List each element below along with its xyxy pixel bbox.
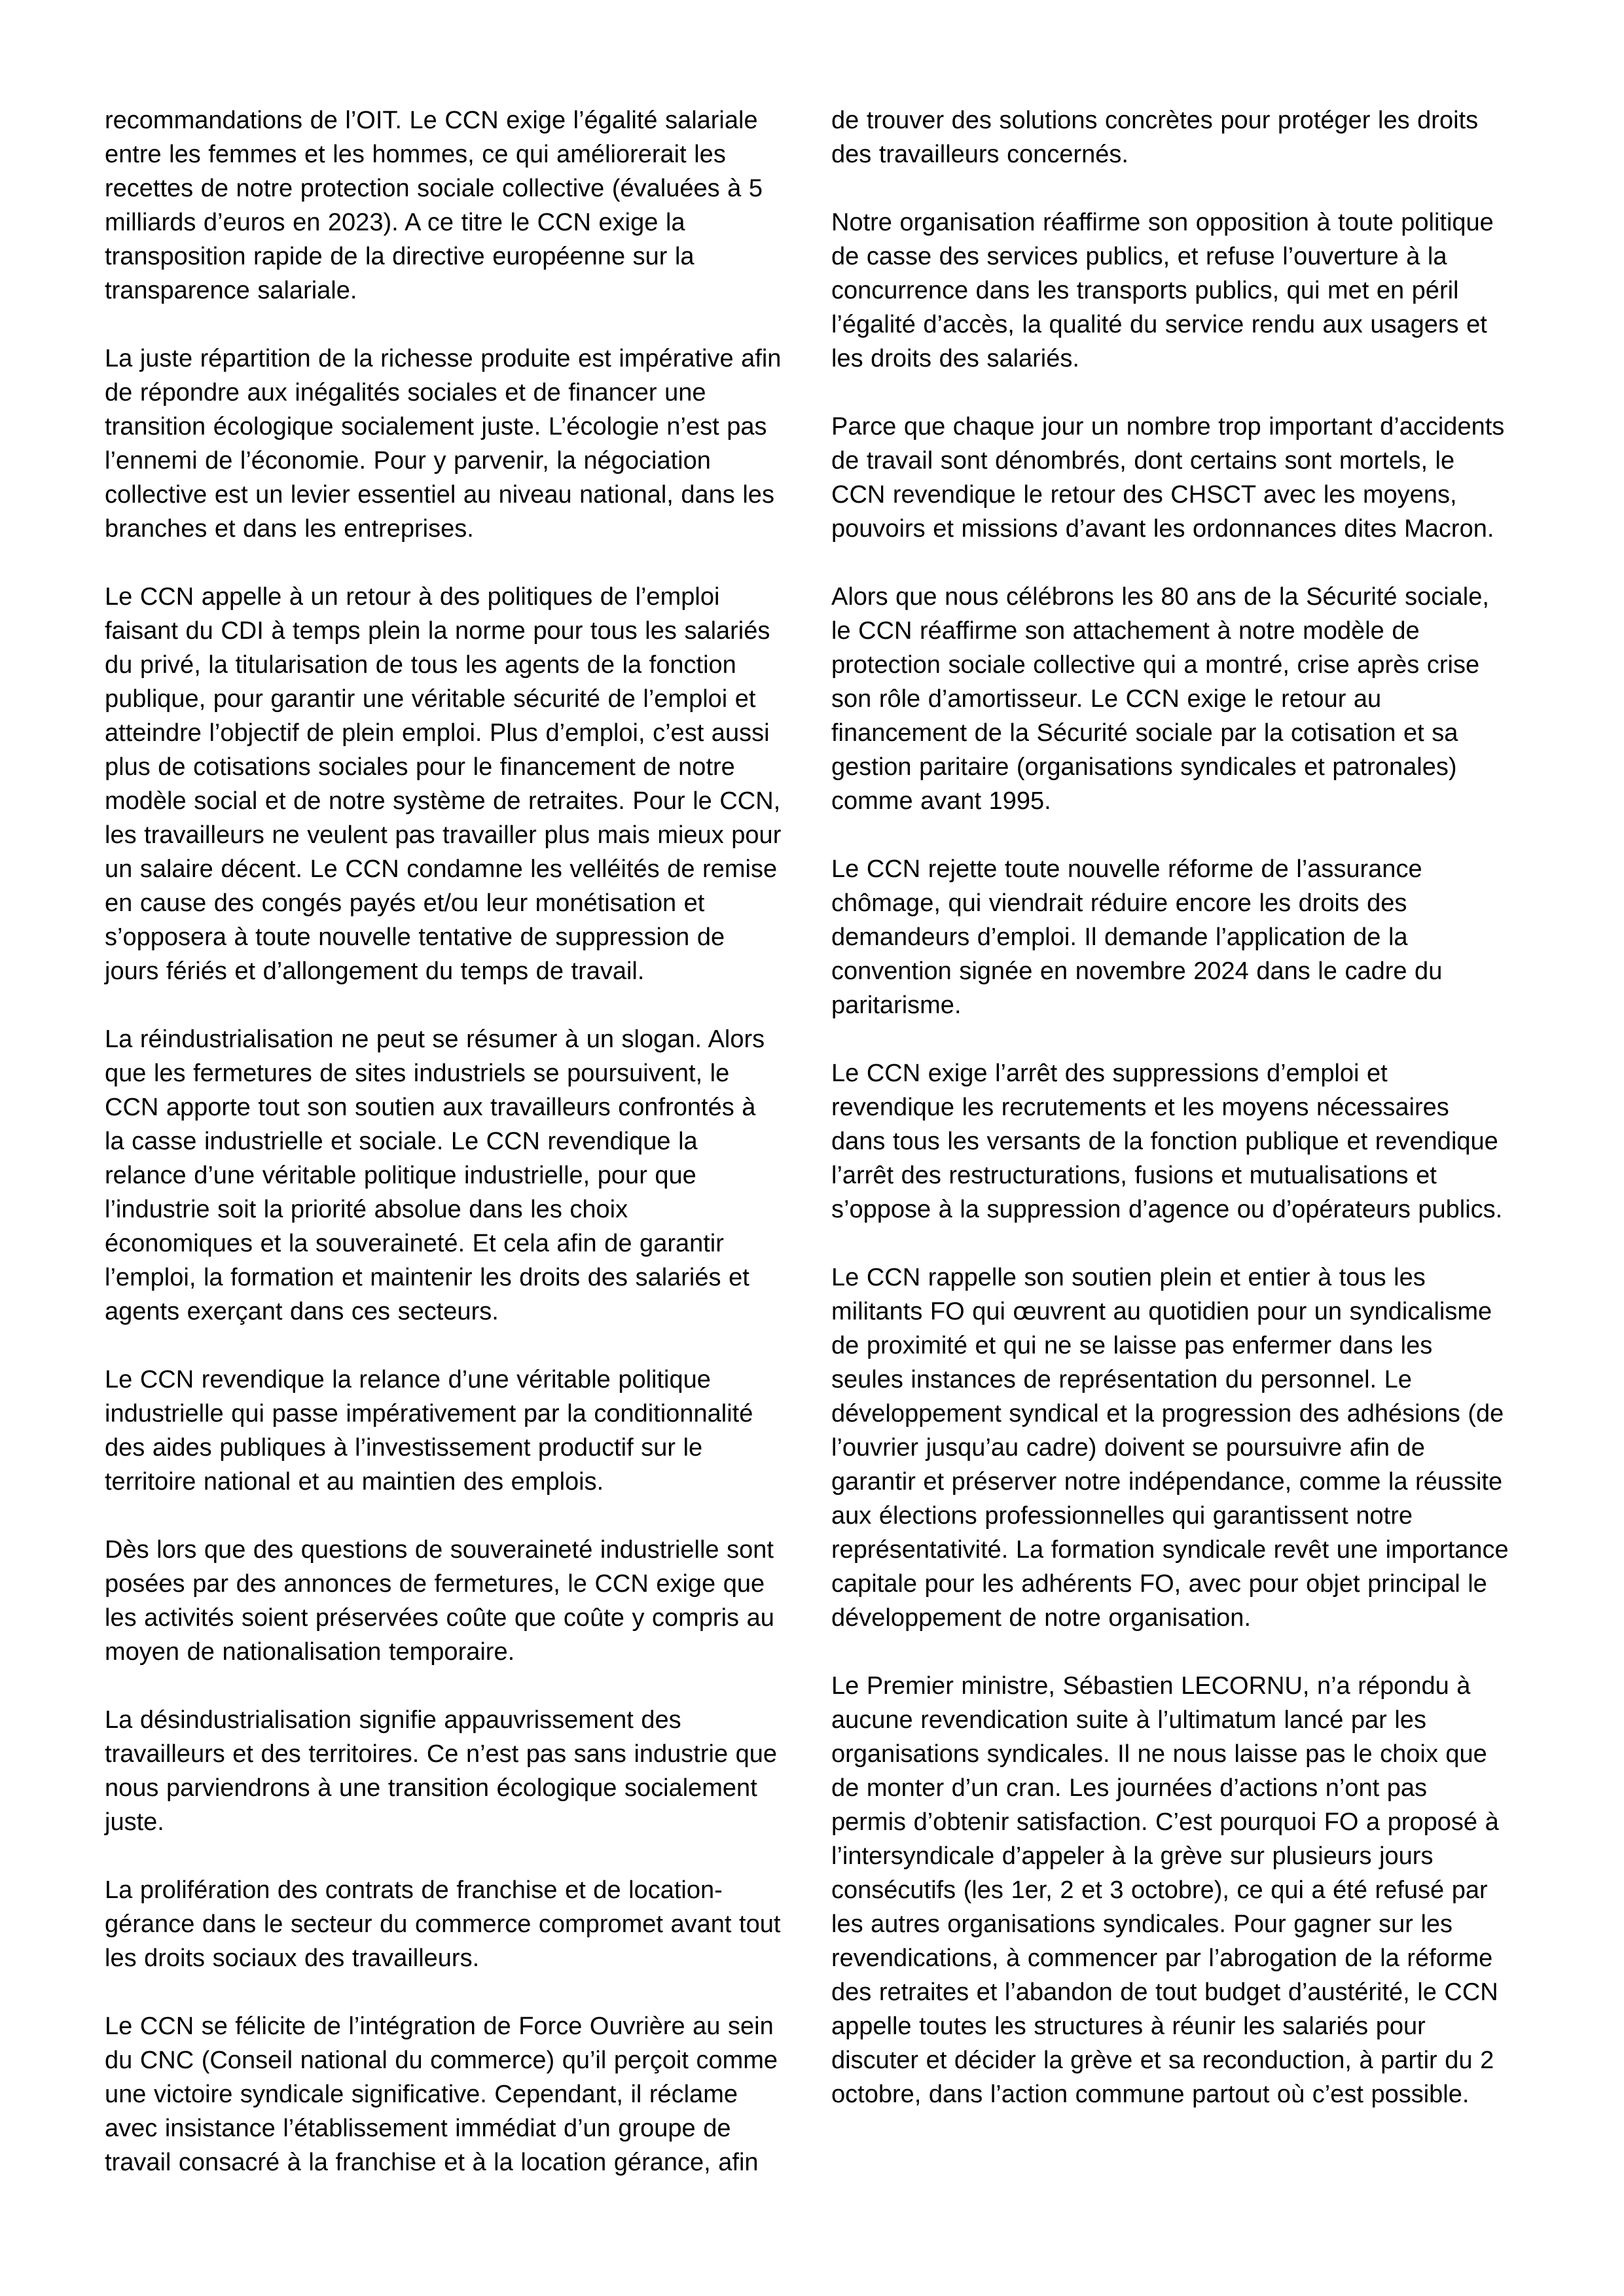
paragraph: Le CCN rappelle son soutien plein et entier à tous les militants FO qui œuvrent au quotidien pour un syndicalisme de proximité et qui ne se laisse pas enfermer dans les seules instances de représentation du personnel. Le développement syndical et la progression des adhésions (de l’ouvrier jusqu’au cadre) doivent se poursuivre afin de garantir et préserver notre indépendance, comme la réussite aux élections professionnelles qui garantissent notre représentativité. La formation syndicale revêt une importance capitale pour les adhérents FO, avec pour objet principal le développement de notre organisation. [831,1264,1509,1632]
paragraph: Le CCN se félicite de l’intégration de Force Ouvrière au sein du CNC (Conseil national du commerce) qu’il perçoit comme une victoire syndicale significative. Cependant, il réclame avec insistance l’établissement immédiat d’un groupe de travail consacré à la franchise et à la location gérance, afin [105,2013,778,2176]
right-column [831,103,1509,2217]
paragraph: Dès lors que des questions de souveraineté industrielle sont posées par des annonces de fermetures, le CCN exige que les activités soient préservées coûte que coûte y compris au moyen de nationalisation temporaire. [105,1536,774,1666]
paragraph: Le Premier ministre, Sébastien LECORNU, n’a répondu à aucune revendication suite à l’ultimatum lancé par les organisations syndicales. Il ne nous laisse pas le choix que de monter d’un cran. Les journées d’actions n’ont pas permis d’obtenir satisfaction. C’est pourquoi FO a proposé à l’intersyndicale d’appeler à la grève sur plusieurs jours consécutifs (les 1er, 2 et 3 octobre), ce qui a été refusé par les autres organisations syndicales. Pour gagner sur les revendications, à commencer par l’abrogation de la réforme des retraites et l’abandon de tout budget d’austérité, le CCN appelle toutes les structures à réunir les salariés pour discuter et décider la grève et sa reconduction, à partir du 2 octobre, dans l’action commune partout où c’est possible. [831,1672,1499,2108]
paragraph: Alors que nous célébrons les 80 ans de la Sécurité sociale, le CCN réaffirme son attachement à notre modèle de protection sociale collective qui a montré, crise après crise son rôle d’amortisseur. Le CCN exige le retour au financement de la Sécurité sociale par la cotisation et sa gestion paritaire (organisations syndicales et patronales) comme avant 1995. [831,583,1489,815]
paragraph: La désindustrialisation signifie appauvrissement des travailleurs et des territoires. Ce n’est pas sans industrie que nous parviendrons à une transition écologique socialement juste. [105,1706,778,1836]
paragraph: La prolifération des contrats de franchise et de location-gérance dans le secteur du commerce compromet avant tout les droits sociaux des travailleurs. [105,1876,781,1972]
paragraph: La juste répartition de la richesse produite est impérative afin de répondre aux inégalités sociales et de financer une transition écologique socialement juste. L’écologie n’est pas l’ennemi de l’économie. Pour y parvenir, la négociation collective est un levier essentiel au niveau national, dans les branches et dans les entreprises. [105,345,782,543]
paragraph: recommandations de l’OIT. Le CCN exige l’égalité salariale entre les femmes et les hommes, ce qui améliorerait les recettes de notre protection sociale collective (évaluées à 5 milliards d’euros en 2023). A ce titre le CCN exige la transposition rapide de la directive européenne sur la transparence salariale. [105,107,763,304]
paragraph: Le CCN rejette toute nouvelle réforme de l’assurance chômage, qui viendrait réduire encore les droits des demandeurs d’emploi. Il demande l’application de la convention signée en novembre 2024 dans le cadre du paritarisme. [831,855,1443,1019]
paragraph: de trouver des solutions concrètes pour protéger les droits des travailleurs concernés. [831,107,1479,168]
left-column [105,103,782,2217]
paragraph: Notre organisation réaffirme son opposition à toute politique de casse des services publics, et refuse l’ouverture à la concurrence dans les transports publics, qui met en péril l’égalité d’accès, la qualité du service rendu aux usagers et les droits des salariés. [831,209,1494,372]
paragraph: Le CCN appelle à un retour à des politiques de l’emploi faisant du CDI à temps plein la norme pour tous les salariés du privé, la titularisation de tous les agents de la fonction publique, pour garantir une véritable sécurité de l’emploi et atteindre l’objectif de plein emploi. Plus d’emploi, c’est aussi plus de cotisations sociales pour le financement de notre modèle social et de notre système de retraites. Pour le CCN, les travailleurs ne veulent pas travailler plus mais mieux pour un salaire décent. Le CCN condamne les velléités de remise en cause des congés payés et/ou leur monétisation et s’opposera à toute nouvelle tentative de suppression de jours fériés et d’allongement du temps de travail. [105,583,782,985]
paragraph: Le CCN revendique la relance d’une véritable politique industrielle qui passe impérativement par la conditionnalité des aides publiques à l’investissement productif sur le territoire national et au maintien des emplois. [105,1366,753,1496]
paragraph: Le CCN exige l’arrêt des suppressions d’emploi et revendique les recrutements et les moyens nécessaires dans tous les versants de la fonction publique et revendique l’arrêt des restructurations, fusions et mutualisations et s’oppose à la suppression d’agence ou d’opérateurs publics. [831,1060,1503,1223]
paragraph: La réindustrialisation ne peut se résumer à un slogan. Alors que les fermetures de sites industriels se poursuivent, le CCN apporte tout son soutien aux travailleurs confrontés à la casse industrielle et sociale. Le CCN revendique la relance d’une véritable politique industrielle, pour que l’industrie soit la priorité absolue dans les choix économiques et la souveraineté. Et cela afin de garantir l’emploi, la formation et maintenir les droits des salariés et agents exerçant dans ces secteurs. [105,1026,765,1325]
paragraph: Parce que chaque jour un nombre trop important d’accidents de travail sont dénombrés, dont certains sont mortels, le CCN revendique le retour des CHSCT avec les moyens, pouvoirs et missions d’avant les ordonnances dites Macron. [831,413,1505,543]
